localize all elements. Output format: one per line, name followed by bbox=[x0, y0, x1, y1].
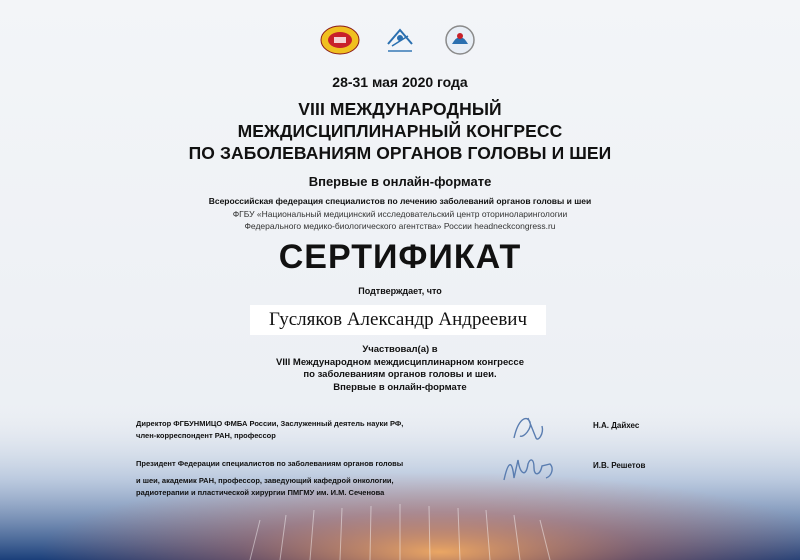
congress-title bbox=[0, 98, 800, 164]
certificate-heading: СЕРТИФИКАТ bbox=[278, 238, 522, 276]
participation-line3: по заболеваниям органов головы и шеи. bbox=[303, 369, 497, 380]
signatory1-name: Н.А. Дайхес bbox=[593, 421, 640, 430]
research-center-logo bbox=[440, 24, 480, 56]
signatory2-title-line2: и шеи, академик РАН, профессор, заведующий кафедрой онкологии, bbox=[136, 476, 394, 485]
organizer-line1: ФГБУ «Национальный медицинский исследовательский центр оториноларингологии bbox=[232, 209, 568, 219]
federation-logo bbox=[380, 24, 420, 56]
signatory1-title-line2: член-корреспондент РАН, профессор bbox=[136, 431, 276, 440]
participation-line1: Участвовал(а) в bbox=[362, 344, 438, 355]
congress-emblem-logo bbox=[320, 24, 360, 56]
federation-name: Всероссийская федерация специалистов по лечению заболеваний органов головы и шеи bbox=[208, 196, 592, 206]
participation-line4: Впервые в онлайн-формате bbox=[333, 381, 467, 393]
participation-text bbox=[0, 344, 800, 394]
signatory2-title-line1: Президент Федерации специалистов по заболеваниям органов головы bbox=[136, 459, 404, 468]
congress-title-line3: ПО ЗАБОЛЕВАНИЯМ ОРГАНОВ ГОЛОВЫ И ШЕИ bbox=[188, 143, 612, 163]
signature1-mark bbox=[508, 412, 548, 446]
online-format-label: Впервые в онлайн-формате bbox=[308, 174, 492, 189]
signatory2-title bbox=[136, 475, 394, 499]
organizer-line2: Федерального медико-биологического агентства» России headneckcongress.ru bbox=[244, 221, 556, 231]
congress-title-line1: VIII МЕЖДУНАРОДНЫЙ bbox=[298, 99, 502, 119]
signatory1-title-line1: Директор ФГБУНМИЦО ФМБА России, Заслуженный деятель науки РФ, bbox=[136, 419, 404, 428]
participation-line2: VIII Международном междисциплинарном конгрессе bbox=[276, 356, 524, 368]
confirms-label: Подтверждает, что bbox=[358, 286, 442, 296]
signatory2-name: И.В. Решетов bbox=[593, 461, 646, 470]
organizer-info bbox=[0, 208, 800, 232]
signature2-mark bbox=[500, 450, 558, 488]
congress-title-line2: МЕЖДИСЦИПЛИНАРНЫЙ КОНГРЕСС bbox=[237, 121, 563, 141]
logos-row bbox=[0, 24, 800, 56]
event-dates: 28-31 мая 2020 года bbox=[332, 74, 468, 90]
recipient-name: Гусляков Александр Андреевич bbox=[250, 305, 546, 335]
signatory2-title-line3: радиотерапии и пластической хирургии ПМГМУ им. И.М. Сеченова bbox=[136, 488, 385, 497]
signatory1-title bbox=[136, 418, 403, 442]
